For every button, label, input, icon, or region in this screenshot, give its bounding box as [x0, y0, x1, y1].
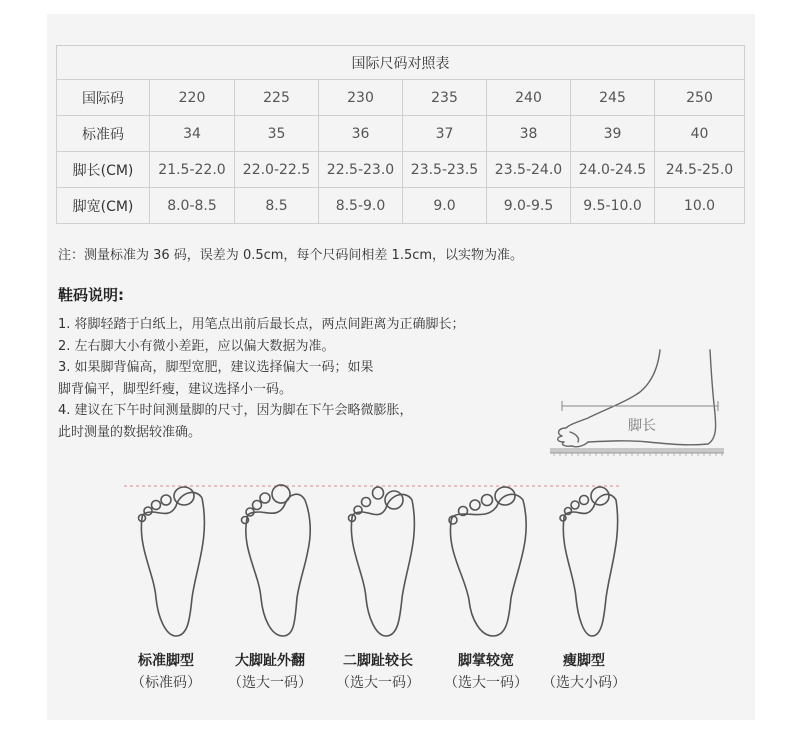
row-label: 脚长(CM) [57, 152, 150, 188]
long-second-toe-foot-icon [349, 487, 415, 636]
table-cell: 245 [571, 80, 655, 116]
size-chart-table [56, 45, 745, 224]
table-cell: 9.5-10.0 [571, 188, 655, 224]
row-label: 国际码 [57, 80, 150, 116]
table-cell: 8.5 [235, 188, 319, 224]
guide-line: 4. 建议在下午时间测量脚的尺寸，因为脚在下午会略微膨胀， [58, 403, 413, 418]
standard-foot-icon [139, 487, 205, 636]
table-cell: 21.5-22.0 [150, 152, 235, 188]
table-row [57, 80, 745, 116]
table-cell: 220 [150, 80, 235, 116]
table-cell: 34 [150, 116, 235, 152]
table-cell: 35 [235, 116, 319, 152]
foot-length-label: 脚长 [628, 418, 656, 434]
table-cell: 9.0-9.5 [487, 188, 571, 224]
foot-type-name: 脚掌较宽 [458, 653, 514, 669]
guide-text [58, 314, 528, 443]
table-cell: 36 [319, 116, 403, 152]
foot-type-name: 二脚趾较长 [343, 653, 413, 669]
table-cell: 22.5-23.0 [319, 152, 403, 188]
table-cell: 8.0-8.5 [150, 188, 235, 224]
table-title: 国际尺码对照表 [57, 46, 745, 80]
foot-type-advice: （选大一码） [336, 675, 420, 691]
table-cell: 23.5-23.5 [403, 152, 487, 188]
table-cell: 250 [655, 80, 745, 116]
foot-type-advice: （选大一码） [228, 675, 312, 691]
foot-type-advice: （选大一码） [444, 675, 528, 691]
foot-type-standard [106, 650, 226, 692]
guide-line: 3. 如果脚背偏高，脚型宽肥，建议选择偏大一码；如果 [58, 360, 374, 375]
table-cell: 235 [403, 80, 487, 116]
table-cell: 37 [403, 116, 487, 152]
foot-outlines [120, 478, 630, 648]
guide-line: 此时测量的数据较准确。 [58, 424, 202, 440]
foot-type-advice: （标准码） [131, 675, 201, 691]
table-cell: 225 [235, 80, 319, 116]
table-cell: 8.5-9.0 [319, 188, 403, 224]
foot-type-bunion [210, 650, 330, 692]
guide-line: 脚背偏平，脚型纤瘦，建议选择小一码。 [58, 381, 293, 397]
foot-type-slim [524, 650, 644, 692]
row-label: 脚宽(CM) [57, 188, 150, 224]
bunion-foot-icon [242, 482, 311, 636]
wide-foot-icon [449, 487, 526, 636]
foot-length-illustration [548, 346, 728, 462]
foot-type-illustrations [120, 478, 630, 652]
table-cell: 230 [319, 80, 403, 116]
table-row [57, 152, 745, 188]
measurement-note: 注：测量标准为 36 码，误差为 0.5cm，每个尺码间相差 1.5cm，以实物为准。 [58, 248, 524, 263]
foot-type-name: 大脚趾外翻 [235, 653, 305, 669]
table-cell: 24.5-25.0 [655, 152, 745, 188]
foot-type-name: 瘦脚型 [563, 653, 605, 669]
table-cell: 39 [571, 116, 655, 152]
side-foot-icon [548, 346, 728, 458]
foot-type-name: 标准脚型 [138, 653, 194, 669]
guide-line: 1. 将脚轻踏于白纸上，用笔点出前后最长点，两点间距离为正确脚长； [58, 317, 465, 332]
foot-type-long-second-toe [318, 650, 438, 692]
table-cell: 38 [487, 116, 571, 152]
guide-title: 鞋码说明: [58, 286, 124, 304]
table-cell: 40 [655, 116, 745, 152]
row-label: 标准码 [57, 116, 150, 152]
table-row [57, 116, 745, 152]
table-cell: 24.0-24.5 [571, 152, 655, 188]
table-cell: 10.0 [655, 188, 745, 224]
guide-line: 2. 左右脚大小有微小差距，应以偏大数据为准。 [58, 338, 335, 354]
foot-type-advice: （选大小码） [542, 675, 626, 691]
slim-foot-icon [560, 487, 618, 636]
table-row [57, 188, 745, 224]
table-cell: 9.0 [403, 188, 487, 224]
table-cell: 23.5-24.0 [487, 152, 571, 188]
table-cell: 240 [487, 80, 571, 116]
table-cell: 22.0-22.5 [235, 152, 319, 188]
